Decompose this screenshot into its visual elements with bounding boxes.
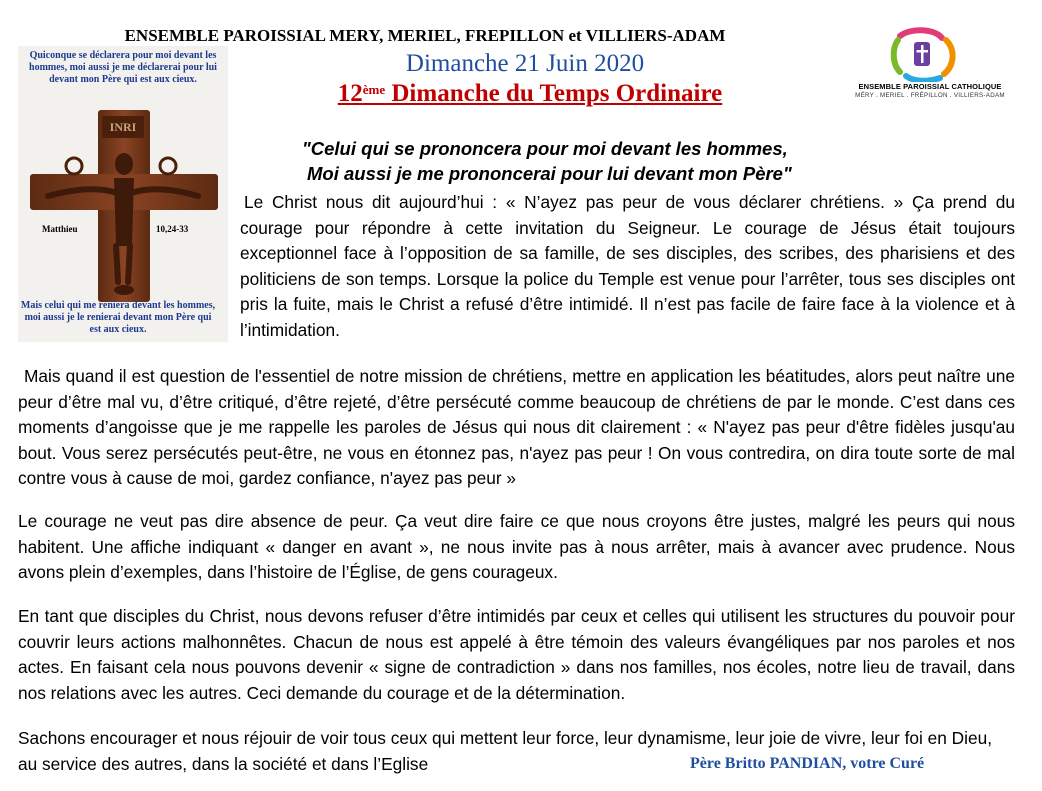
cross-inscription: INRI [109,120,137,134]
caption-bottom: Mais celui qui me reniera devant les hommes, moi aussi je le renierai devant mon Père qui est aux cieux. [20,300,216,335]
paragraph: Mais quand il est question de l'essentiel de notre mission de chrétiens, mettre en application les béatitudes, alors peut naître une peur d’être mal vu, d’être critiqué, d’être rejeté, d’être persécuté comme beaucoup de chrétiens de par le monde. C’est dans ces moments d’angoisse que je me rappelle les paroles de Jésus qui nous dit clairement : « N'ayez pas peur d'être fidèles jusqu'au bout. Vous serez persécutés peut-être, ne vous en étonnez pas, n'ayez pas peur ! On vous contredira, on dira toute sorte de mal contre vous à cause de moi, gardez confiance, n'ayez pas peur » [18,366,1015,489]
gospel-quote [240,136,840,186]
logo-name: ENSEMBLE PAROISSIAL CATHOLIQUE [858,82,1002,91]
quote-line-2: Moi aussi je me prononcerai pour lui devant mon Père" [307,163,792,184]
paragraph: En tant que disciples du Christ, nous devons refuser d’être intimidés par ceux et celles qui utilisent les structures du pouvoir pour couvrir leurs actions malhonnêtes. Chacun de nous est appelé à être témoin des valeurs évangéliques par nos paroles et nos actes. En faisant cela nous pouvons devenir « signe de contradiction » dans nos familles, nos écoles, notre lieu de travail, dans nos relations avec les autres. Ceci demande du courage et de la détermination. [18,606,1015,703]
title-text: Dimanche du Temps Ordinaire [385,80,723,107]
paragraph: Sachons encourager et nous réjouir de voir tous ceux qui mettent leur force, leur dynamisme, leur joie de vivre, leur foi en Dieu, au service des autres, dans la société et dans l’Eglise [18,728,993,774]
paragraph: Le Christ nous dit aujourd’hui : « N’ayez pas peur de vous déclarer chrétiens. » Ça prend du courage pour répondre à cette invitation du Seigneur. Le courage de Jésus était toujours exceptionnel face à l’opposition de sa famille, de ses disciples, des scribes, des pharisiens et des politiciens de son temps. Lorsque la police du Temple est venue pour l’arrêter, tous ses disciples ont pris la fuite, mais le Christ a refusé d’être intimidé. Il n’est pas facile de faire face à la violence et à l’intimidation. [240,192,1015,340]
title-number: 12 [337,80,363,107]
title-superscript: ème [362,82,386,97]
scripture-verse: 10,24-33 [156,224,189,234]
caption-top: Quiconque se déclarera pour moi devant les hommes, moi aussi je me déclarerai pour lui devant mon Père qui est aux cieux. [29,50,217,85]
crucifix-icon [18,46,228,342]
logo-towns: MÉRY . MERIEL . FRÉPILLON . VILLIERS-ADAM [855,92,1005,99]
logo-emblem-icon [838,26,1014,82]
scripture-book: Matthieu [42,224,78,234]
parish-logo [838,26,1014,106]
paragraph: Le courage ne veut pas dire absence de peur. Ça veut dire faire ce que nous croyons être justes, malgré les peurs qui nous habitent. Une affiche indiquant « danger en avant », ne nous invite pas à nous arrêter, mais à avancer avec prudence. Nous avons plein d’exemples, dans l’histoire de l’Église, de gens courageux. [18,511,1015,583]
crucifix-image [18,46,228,342]
signature: Père Britto PANDIAN, votre Curé [690,755,925,772]
parish-header: ENSEMBLE PAROISSIAL MERY, MERIEL, FREPILLON et VILLIERS-ADAM [124,26,726,45]
sunday-title [300,80,760,108]
date-line: Dimanche 21 Juin 2020 [405,50,645,77]
quote-line-1: "Celui qui se prononcera pour moi devant les hommes, [302,138,788,159]
